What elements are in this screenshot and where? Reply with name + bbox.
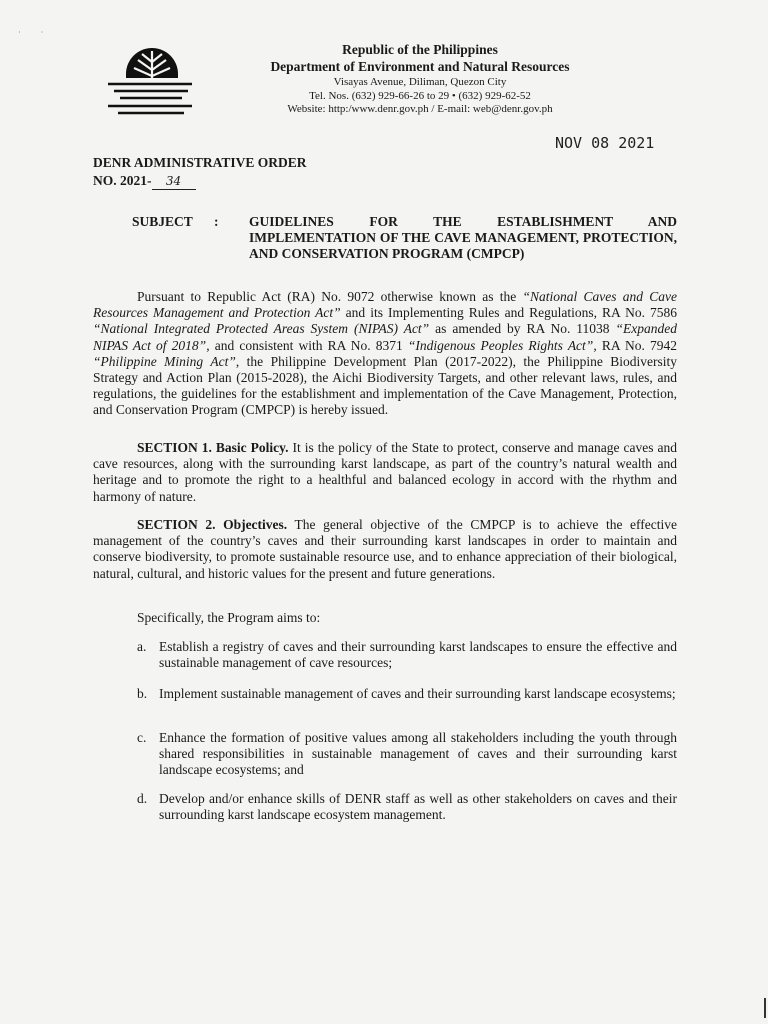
preamble-act-title: “Indigenous Peoples Rights Act” bbox=[407, 337, 594, 353]
specifically-paragraph: Specifically, the Program aims to: bbox=[137, 610, 321, 625]
subject-colon: : bbox=[214, 214, 219, 229]
denr-seal-logo bbox=[104, 40, 196, 122]
list-marker: a. bbox=[137, 639, 147, 654]
order-number bbox=[93, 172, 307, 191]
letterhead-republic: Republic of the Philippines bbox=[342, 42, 498, 57]
letterhead-department: Department of Environment and Natural Resources bbox=[270, 58, 570, 74]
list-item-text: Establish a registry of caves and their surrounding karst landscapes to ensure the effective and sustainable management of cave resources; bbox=[159, 639, 677, 671]
preamble-act-title: “Philippine Mining Act” bbox=[93, 353, 236, 369]
section-1-heading: SECTION 1. Basic Policy. bbox=[137, 440, 289, 455]
section-2-heading: SECTION 2. Objectives. bbox=[137, 517, 288, 532]
list-marker: d. bbox=[137, 791, 148, 806]
preamble-text: Pursuant to Republic Act (RA) No. 9072 otherwise known as the bbox=[137, 289, 523, 304]
preamble-text: and its Implementing Rules and Regulations, RA No. 7586 bbox=[340, 305, 677, 321]
date-stamp: NOV 08 2021 bbox=[555, 134, 655, 152]
order-title: DENR ADMINISTRATIVE ORDER bbox=[93, 155, 307, 170]
letterhead-phone: Tel. Nos. (632) 929-66-26 to 29 • (632) 929-62-52 bbox=[309, 89, 531, 102]
preamble-text: , and consistent with RA No. 8371 bbox=[206, 337, 408, 353]
subject-text: GUIDELINES FOR THE ESTABLISHMENT AND IMPLEMENTATION OF THE CAVE MANAGEMENT, PROTECTION, AND CONSERVATION PROGRAM (CMPCP) bbox=[249, 214, 677, 262]
subject-label: SUBJECT bbox=[132, 214, 193, 229]
section-2-text: The general objective of the CMPCP is to achieve the effective management of the country’s caves and their surrounding karst landscapes in order to maintain and conserve biodiversity, to promote sustainable resource use, and to enhance appreciation of their biological, natural, cultural, and historic values for the present and future generations. bbox=[93, 517, 677, 581]
section-2-paragraph bbox=[93, 517, 677, 582]
preamble-text: , RA No. 7942 bbox=[593, 337, 677, 353]
letterhead-address: Visayas Avenue, Diliman, Quezon City bbox=[333, 75, 507, 88]
list-marker: c. bbox=[137, 730, 147, 745]
order-number-handwritten: 34 bbox=[152, 174, 196, 191]
section-1-paragraph bbox=[93, 440, 677, 505]
preamble-act-title: “National Integrated Protected Areas System (NIPAS) Act” bbox=[93, 321, 430, 337]
list-marker: b. bbox=[137, 686, 148, 701]
preamble-text: as amended by RA No. 11038 bbox=[429, 321, 616, 337]
preamble-act-title: “Expanded NIPAS Act of 2018” bbox=[93, 321, 677, 353]
order-number-prefix: NO. 2021- bbox=[93, 172, 152, 188]
section-1-text: It is the policy of the State to protect, conserve and manage caves and cave resources, along with the surrounding karst landscape, as part of the country’s natural wealth and heritage and to promote the right to a healthful and balanced ecology in accord with the rhythm and harmony of nature. bbox=[93, 440, 677, 504]
list-item-text: Develop and/or enhance skills of DENR staff as well as other stakeholders on caves and their surrounding karst landscape ecosystem management. bbox=[159, 791, 677, 823]
list-item-text: Implement sustainable management of caves and their surrounding karst landscape ecosystems; bbox=[159, 686, 676, 701]
scan-edge-mark bbox=[764, 998, 766, 1018]
scan-artifact: · · bbox=[18, 28, 44, 37]
order-header bbox=[93, 154, 307, 190]
letterhead-website: Website: http:/www.denr.gov.ph / E-mail: web@denr.gov.ph bbox=[287, 103, 553, 116]
list-item-text: Enhance the formation of positive values among all stakeholders including the youth through shared responsibilities in sustainable management of caves and their surrounding karst landscape ecosystems; and bbox=[159, 730, 677, 778]
preamble-paragraph bbox=[93, 289, 677, 419]
letterhead bbox=[230, 42, 610, 117]
preamble-act-title: “National Caves and Cave Resources Management and Protection Act” bbox=[93, 289, 678, 321]
preamble-text: , the Philippine Development Plan (2017-2022), the Philippine Biodiversity Strategy and Action Plan (2015-2028), the Aichi Biodiversity Targets, and other relevant laws, rules, and regulations, the guidelines for the establishment and implementation of the Cave Management, Protection, and Conservation Program (CMPCP) is hereby issued. bbox=[93, 353, 677, 418]
